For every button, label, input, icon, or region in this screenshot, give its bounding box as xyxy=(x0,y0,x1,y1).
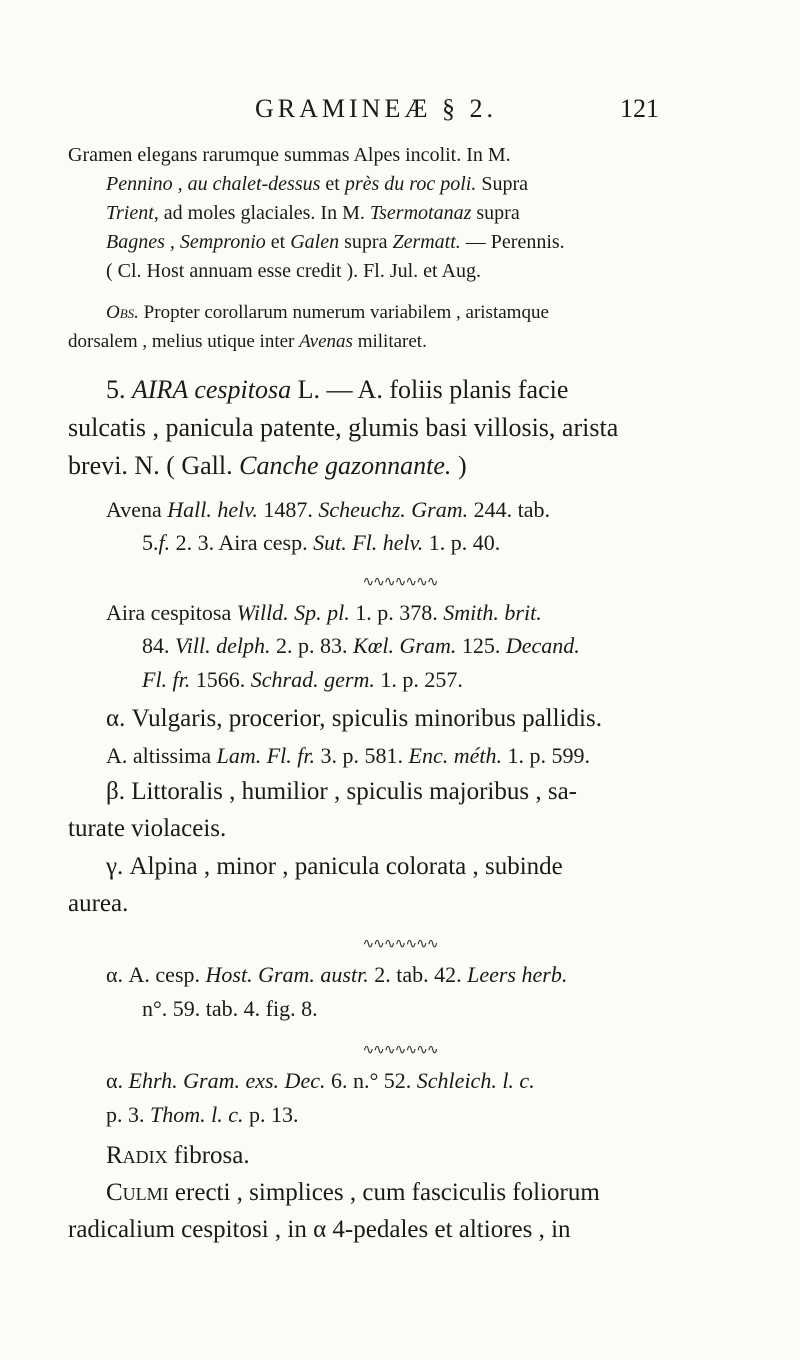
syn2-line-1: Aira cespitosa Willd. Sp. pl. 1. p. 378. Smith. brit. xyxy=(106,600,542,625)
header-title: GRAMINEÆ § 2. xyxy=(255,94,497,123)
separator-3: ∿∿∿∿∿∿∿ xyxy=(362,1043,438,1058)
intro-line-4: Bagnes , Sempronio et Galen supra Zermatt. — Perennis. xyxy=(106,231,565,253)
variety-gamma-line-1: γ. Alpina , minor , panicula colorata , subinde xyxy=(106,853,563,880)
variety-alpha-line-1: α. Vulgaris, procerior, spiculis minoribus pallidis. xyxy=(106,705,602,732)
culmi-line-1: Culmi erecti , simplices , cum fasciculis foliorum xyxy=(106,1179,600,1206)
exs1-line-1: α. A. cesp. Host. Gram. austr. 2. tab. 42. Leers herb. xyxy=(106,962,568,987)
intro-line-2: Pennino , au chalet-dessus et près du roc poli. Supra xyxy=(106,173,528,195)
syn1-line-1: Avena Hall. helv. 1487. Scheuchz. Gram. 244. tab. xyxy=(106,497,551,522)
obs-line-1: Obs. Propter corollarum numerum variabilem , aristamque xyxy=(106,302,549,323)
page-number: 121 xyxy=(620,94,659,123)
exs2-line-2: p. 3. Thom. l. c. p. 13. xyxy=(106,1102,299,1127)
syn1-line-2: 5.f. 2. 3. Aira cesp. Sut. Fl. helv. 1. p. 40. xyxy=(142,530,501,555)
running-header xyxy=(255,94,659,124)
intro-line-5: ( Cl. Host annuam esse credit ). Fl. Jul. et Aug. xyxy=(106,260,481,282)
culmi-line-2: radicalium cespitosi , in α 4-pedales et altiores , in xyxy=(68,1216,571,1243)
species-line-1: 5. AIRA cespitosa L. — A. foliis planis facie xyxy=(106,375,569,404)
species-line-3: brevi. N. ( Gall. Canche gazonnante. ) xyxy=(68,451,467,480)
separator-1: ∿∿∿∿∿∿∿ xyxy=(362,575,438,590)
obs-line-2: dorsalem , melius utique inter Avenas militaret. xyxy=(68,331,427,352)
syn2-line-2: 84. Vill. delph. 2. p. 83. Kœl. Gram. 125. Decand. xyxy=(142,633,580,658)
intro-line-3: Trient, ad moles glaciales. In M. Tsermotanaz supra xyxy=(106,202,520,224)
variety-alpha-line-2: A. altissima Lam. Fl. fr. 3. p. 581. Enc. méth. 1. p. 599. xyxy=(106,743,590,768)
exs1-line-2: n°. 59. tab. 4. fig. 8. xyxy=(142,996,318,1021)
variety-beta-line-2: turate violaceis. xyxy=(68,815,227,842)
syn2-line-3: Fl. fr. 1566. Schrad. germ. 1. p. 257. xyxy=(142,667,463,692)
radix-line: Radix fibrosa. xyxy=(106,1142,250,1169)
variety-gamma-line-2: aurea. xyxy=(68,890,129,917)
exs2-line-1: α. Ehrh. Gram. exs. Dec. 6. n.° 52. Schleich. l. c. xyxy=(106,1068,535,1093)
separator-2: ∿∿∿∿∿∿∿ xyxy=(362,937,438,952)
intro-line-1: Gramen elegans rarumque summas Alpes incolit. In M. xyxy=(68,144,511,166)
variety-beta-line-1: β. Littoralis , humilior , spiculis majoribus , sa- xyxy=(106,778,578,805)
species-line-2: sulcatis , panicula patente, glumis basi villosis, arista xyxy=(68,413,619,442)
